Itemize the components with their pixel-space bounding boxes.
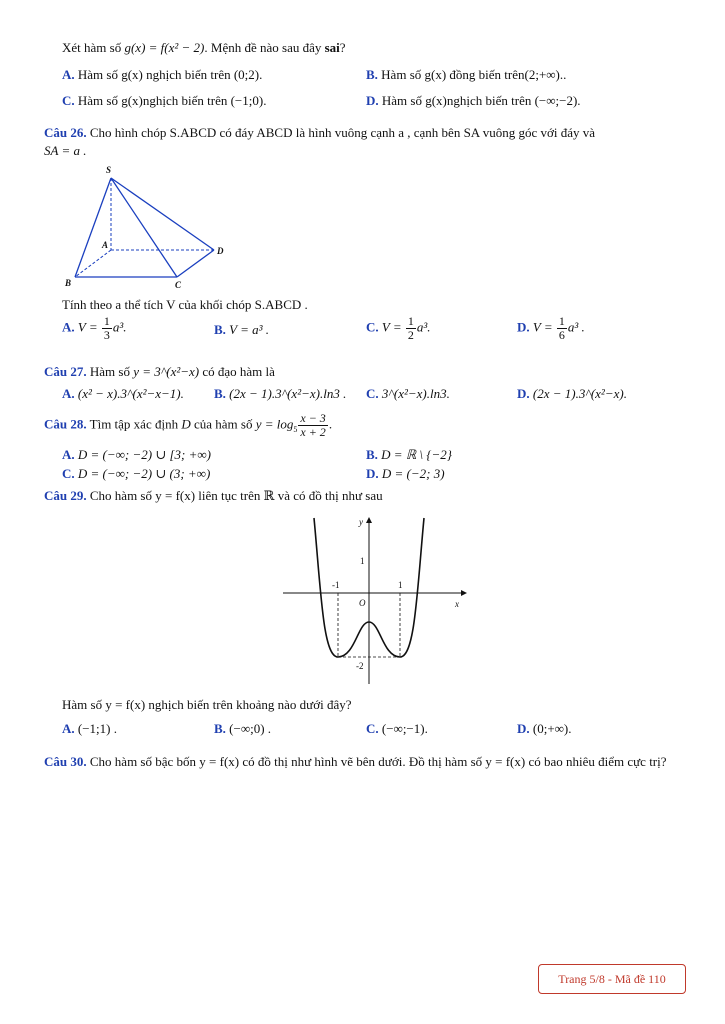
q27-option-b: B. (2x − 1).3^(x²−x).ln3 .	[214, 386, 347, 401]
q26-option-a: A. V = $\frac{1}{3}$ a³.	[62, 314, 127, 342]
vertex-s: S	[106, 165, 112, 175]
q28-option-a: A. D = (−∞; −2) ∪ [3; +∞)	[62, 447, 212, 462]
q26-option-d: D. V = $\frac{1}{6}$ a³ .	[517, 314, 585, 342]
edge-sd	[111, 178, 214, 250]
vertex-c: C	[175, 280, 182, 290]
q29-stem: Câu 29. Cho hàm số y = f(x) liên tục trên ℝ và có đồ thị như sau	[44, 488, 383, 503]
q27-option-c: C. 3^(x²−x).ln3.	[366, 386, 450, 401]
q27-option-d: D. (2x − 1).3^(x²−x).	[517, 386, 627, 401]
q27-stem: Câu 27. Hàm số y = 3^(x²−x) có đạo hàm là	[44, 364, 275, 379]
tick-neg2: -2	[356, 661, 364, 671]
q27-option-a: A. (x² − x).3^(x²−x−1).	[62, 386, 184, 401]
q29-ask: Hàm số y = f(x) nghịch biến trên khoảng nào dưới đây?	[62, 697, 352, 712]
q25-option-a: A. Hàm số g(x) nghịch biến trên (0;2).	[62, 67, 263, 82]
edge-sb	[75, 178, 111, 277]
tick-1-y: 1	[360, 556, 365, 566]
x-axis-label: x	[455, 599, 459, 609]
q29-option-d: D. (0;+∞).	[517, 721, 572, 736]
q28-option-d: D. D = (−2; 3)	[366, 466, 445, 481]
vertex-a: A	[102, 240, 109, 250]
page-footer: Trang 5/8 - Mã đề 110	[538, 964, 686, 994]
origin-label: O	[359, 598, 366, 608]
q29-option-a: A. (−1;1) .	[62, 721, 117, 736]
q28-option-b: B. D = ℝ \ {−2}	[366, 447, 452, 462]
q26-stem-line2: SA = a .	[44, 143, 87, 158]
q25-stem: Xét hàm số g(x) = f(x² − 2). Mệnh đề nào sau đây sai?	[62, 40, 346, 55]
vertex-b: B	[65, 278, 72, 288]
tick-1-x: 1	[398, 580, 403, 590]
q30-stem: Câu 30. Cho hàm số bậc bốn y = f(x) có đồ thị như hình vẽ bên dưới. Đồ thị hàm số y = f(x) có bao nhiêu điểm cực trị?	[44, 754, 667, 769]
edge-cd	[177, 250, 214, 277]
q26-option-b: B. V = a³ .	[214, 322, 270, 337]
q25-option-b: B. Hàm số g(x) đồng biến trên(2;+∞)..	[366, 67, 567, 82]
pyramid-figure	[60, 160, 235, 292]
q25-option-c: C. Hàm số g(x)nghịch biến trên (−1;0).	[62, 93, 267, 108]
q29-option-b: B. (−∞;0) .	[214, 721, 272, 736]
q28-option-c: C. D = (−∞; −2) ∪ (3; +∞)	[62, 466, 211, 481]
y-axis-label: y	[359, 517, 363, 527]
q25-option-d: D. Hàm số g(x)nghịch biến trên (−∞;−2).	[366, 93, 581, 108]
function-graph	[283, 512, 473, 690]
q28-stem: Câu 28. Tìm tập xác định D của hàm số $y = \log_5$ $\frac{x - 3}{x + 2}$ .	[44, 411, 333, 439]
tick-neg1: -1	[332, 580, 340, 590]
edge-sc	[111, 178, 177, 277]
q26-stem: Câu 26. Cho hình chóp S.ABCD có đáy ABCD là hình vuông cạnh a , cạnh bên SA vuông góc với đáy và	[44, 125, 596, 140]
vertex-d: D	[217, 246, 224, 256]
q26-ask: Tính theo a thể tích V của khối chóp S.ABCD .	[62, 297, 308, 312]
q29-option-c: C. (−∞;−1).	[366, 721, 428, 736]
q26-option-c: C. V = $\frac{1}{2}$ a³.	[366, 314, 431, 342]
